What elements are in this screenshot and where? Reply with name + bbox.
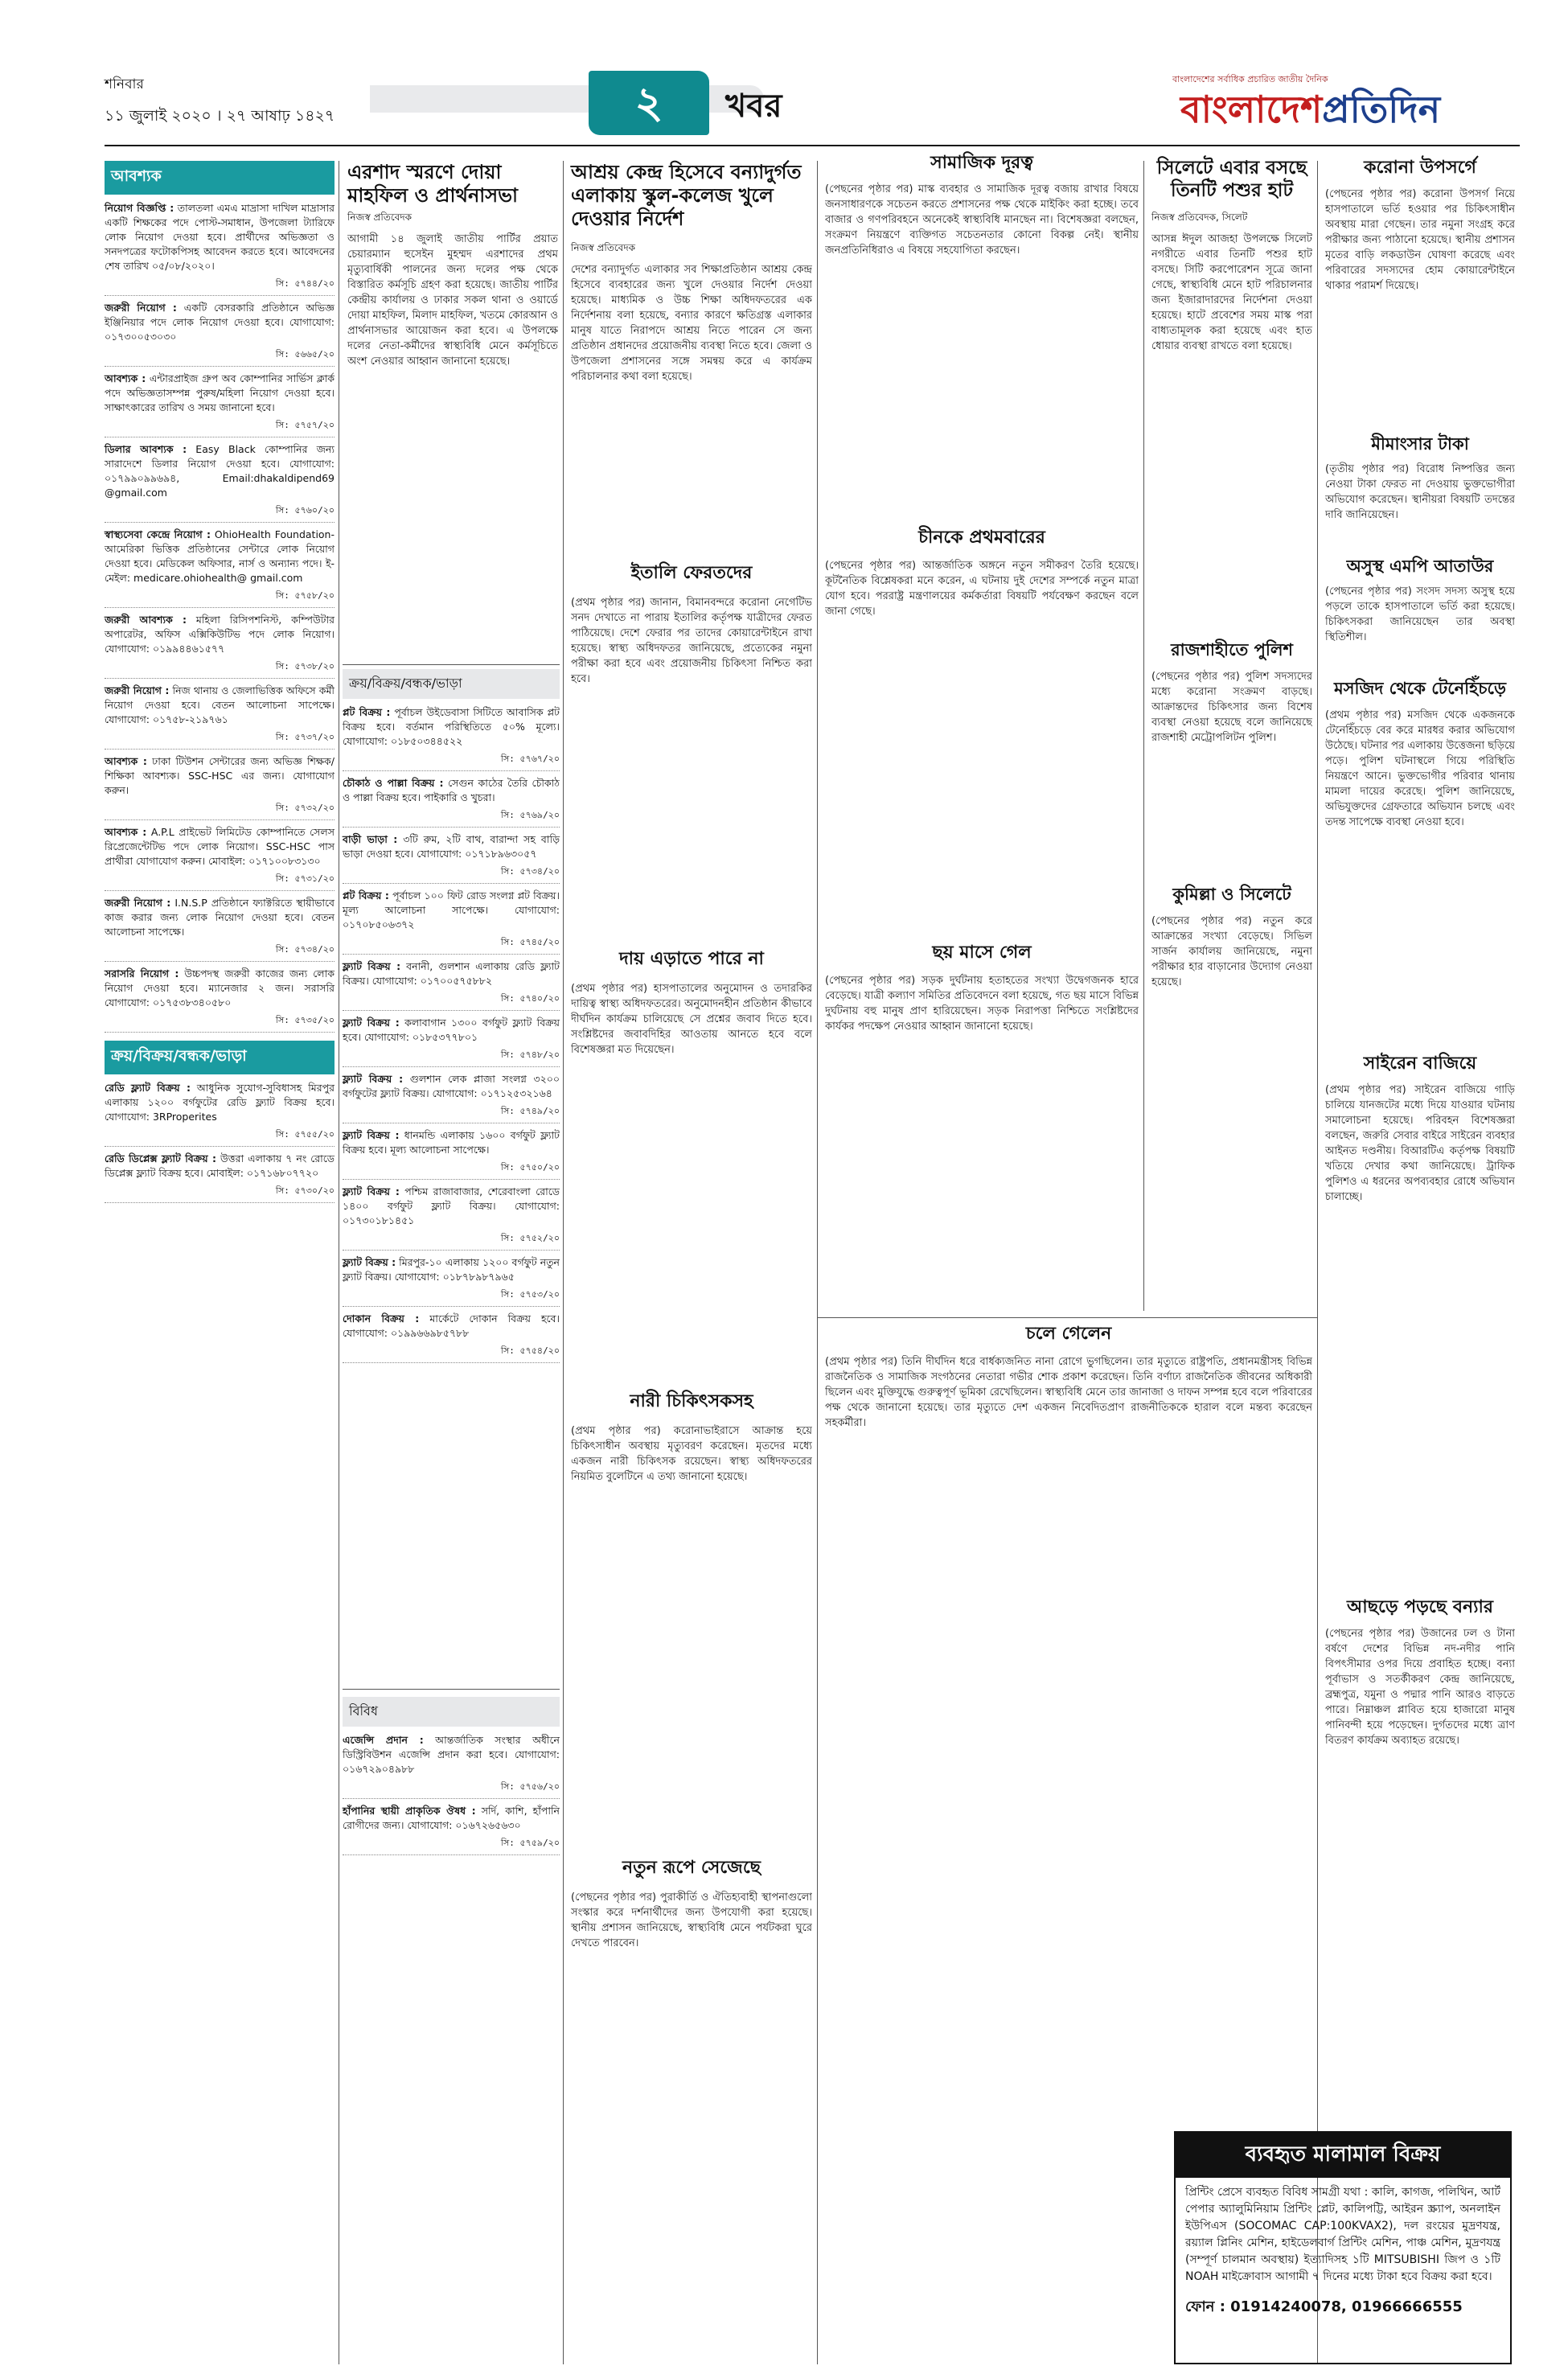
classified-ad bbox=[105, 613, 335, 656]
logo-part-1: বাংলাদেশ bbox=[1180, 88, 1323, 131]
story-doctor-body bbox=[571, 1423, 812, 1850]
classified-ad-title: ডিলার আবশ্যক : bbox=[105, 443, 187, 455]
classified-ad-title: দোকান বিক্রয় : bbox=[343, 1312, 420, 1325]
story-ershad-text: আগামী ১৪ জুলাই জাতীয় পার্টির প্রয়াত চেয়ারম্যান হুসেইন মুহম্মদ এরশাদের প্রথম মৃত্যুবার্ষিকী পালনের জন্য দলের পক্ষ থেকে বিস্তারিত কর্মসূচি গ্রহণ করা হয়েছে। জাতীয় পার্টির কেন্দ্রীয় কার্যালয় ও ঢাকার সকল থানা ও ওয়ার্ডে দোয়া মাহফিল, মিলাদ মাহফিল, খতমে কোরআন ও প্রার্থনাসভার আয়োজন করা হবে। এ উপলক্ষে দলের নেতা-কর্মীদের স্বাস্থ্যবিধি মেনে কর্মসূচিতে অংশ নেওয়ার আহ্বান জানানো হয়েছে। bbox=[347, 233, 558, 368]
classified-ad-title: ফ্ল্যাট বিক্রয় : bbox=[343, 1185, 400, 1197]
story-shelter-byline: নিজস্ব প্রতিবেদক bbox=[571, 242, 636, 253]
story-siren-body bbox=[1325, 1082, 1515, 1589]
classified-ad-code: সি: ৫৭৪৪/২০ bbox=[105, 277, 335, 296]
story-sixmonths-body bbox=[825, 973, 1139, 1311]
classified-ad-code: সি: ৫৭৪৯/২০ bbox=[343, 1104, 560, 1123]
story-shelter-text: দেশের বন্যাদুর্গত এলাকার সব শিক্ষাপ্রতিষ্ঠান আশ্রয় কেন্দ্র হিসেবে ব্যবহারের জন্য খুলে দেওয়ার নির্দেশ দেওয়া হয়েছে। মাধ্যমিক ও উচ্চ শিক্ষা অধিদফতরের এক নির্দেশনায় বলা হয়েছে, বন্যার কারণে ক্ষতিগ্রস্ত এলাকার মানুষ যাতে নিরাপদে আশ্রয় নিতে পারেন সে জন্য প্রতিষ্ঠান প্রধানদের প্রয়োজনীয় ব্যবস্থা নিতে হবে। জেলা ও উপজেলা প্রশাসনের সঙ্গে সমন্বয় করে এ কার্যক্রম পরিচালনার কথা বলা হয়েছে। bbox=[571, 264, 812, 383]
classified-ad-code: সি: ৫৭৫২/২০ bbox=[343, 1231, 560, 1251]
classified-ad-title: রেডি ফ্ল্যাট বিক্রয় : bbox=[105, 1082, 191, 1094]
classified-ad-code: সি: ৫৭৫৮/২০ bbox=[105, 589, 335, 608]
story-mosque-headline: মসজিদ থেকে টেনেহিঁচড়ে bbox=[1334, 679, 1506, 698]
issue-date: ১১ জুলাই ২০২০ । ২৭ আষাঢ় ১৪২৭ bbox=[105, 107, 335, 125]
story-italy-headline: ইতালি ফেরতদের bbox=[630, 563, 753, 583]
classified-ad bbox=[343, 1255, 560, 1284]
story-obituary-text: (প্রথম পৃষ্ঠার পর) তিনি দীর্ঘদিন ধরে বার্ধক্যজনিত নানা রোগে ভুগছিলেন। তার মৃত্যুতে রাষ্ট্রপতি, প্রধানমন্ত্রীসহ বিভিন্ন রাজনৈতিক ও সামাজিক সংগঠনের নেতারা গভীর শোক প্রকাশ করেছেন। তিনি বর্ণাঢ্য রাজনৈতিক জীবনের অধিকারী ছিলেন এবং মুক্তিযুদ্ধে গুরুত্বপূর্ণ ভূমিকা রেখেছিলেন। স্বাস্থ্যবিধি মেনে তার জানাজা ও দাফন সম্পন্ন হবে বলে পরিবারের পক্ষ থেকে জানানো হয়েছে। তার মৃত্যুতে দেশ একজন নিবেদিতপ্রাণ রাজনীতিককে হারাল বলে মন্তব্য করেছেন সহকর্মীরা। bbox=[825, 1356, 1312, 1429]
story-distance-body bbox=[825, 182, 1139, 520]
story-symptom-body bbox=[1325, 187, 1515, 428]
story-sylhet-body bbox=[1151, 232, 1312, 634]
classified-ad bbox=[343, 1312, 560, 1341]
classified-ad-code: সি: ৫৭৬৯/২০ bbox=[343, 808, 560, 828]
classified-ad-text: সর্দি, কাশি, হাঁপানি রোগীদের জন্য। যোগাযোগ: ০১৬৭২৬৫৬৩০ bbox=[343, 1805, 560, 1831]
story-sylhet-text: আসন্ন ঈদুল আজহা উপলক্ষে সিলেট নগরীতে এবার তিনটি পশুর হাট বসছে। সিটি করপোরেশন সূত্রে জানা গেছে, স্বাস্থ্যবিধি মেনে হাট পরিচালনার জন্য ইজারাদারদের নির্দেশনা দেওয়া হয়েছে। হাটে প্রবেশের সময় মাস্ক পরা বাধ্যতামূলক করা হয়েছে এবং হাত ধোয়ার ব্যবস্থা রাখতে বলা হয়েছে। bbox=[1151, 233, 1312, 352]
story-cumilla-body bbox=[1151, 914, 1312, 1311]
classified-ad-title: জরুরী নিয়োগ : bbox=[105, 684, 170, 696]
classified-ad-title: স্বাস্থ্যসেবা কেন্দ্রে নিয়োগ : bbox=[105, 528, 211, 540]
story-obituary-headline: চলে গেলেন bbox=[1025, 1324, 1112, 1344]
section-title: খবর bbox=[725, 88, 782, 125]
classified-ad-title: ফ্ল্যাট বিক্রয় : bbox=[343, 1073, 404, 1085]
story-shelter-headline: আশ্রয় কেন্দ্র হিসেবে বন্যাদুর্গত এলাকায় স্কুল-কলেজ খুলে দেওয়ার নির্দেশ bbox=[571, 161, 802, 230]
classified-ad bbox=[343, 705, 560, 749]
classified-ad bbox=[105, 967, 335, 1010]
classified-ad-text: তালতলা এমএ মাদ্রাসা দাখিল মাদ্রাসার একটি শিক্ষকের পদে পোস্ট-সমাধান, উপজেলা ট্যারিফে লোক নিয়োগ দেওয়া হবে। প্রার্থীদের অভিজ্ঞতা ও সনদপত্রের ফটোকপিসহ আবেদন করতে হবে। আবেদনের শেষ তারিখ ০৫/০৮/২০২০। bbox=[105, 202, 335, 272]
classified-ad-code: সি: ৫৭৬০/২০ bbox=[105, 503, 335, 523]
page-number-badge: ২ bbox=[589, 71, 709, 135]
classified-ad-title: আবশ্যক : bbox=[105, 372, 146, 384]
masthead bbox=[105, 71, 1520, 137]
story-liability-body bbox=[571, 981, 812, 1383]
classified-ad-text: এন্টারপ্রাইজ গ্রুপ অব কোম্পানির সার্ভিস ক্লার্ক পদে অভিজ্ঞতাসম্পন্ন পুরুষ/মহিলা নিয়োগ দেওয়া হবে। সাক্ষাৎকারের তারিখ ও সময় জানানো হবে। bbox=[105, 372, 335, 413]
story-mp-headline: অসুস্থ এমপি আতাউর bbox=[1346, 557, 1494, 576]
classified-ad-title: জরুরী নিয়োগ : bbox=[105, 302, 177, 314]
story-settlement-text: (তৃতীয় পৃষ্ঠার পর) বিরোধ নিষ্পত্তির জন্য নেওয়া টাকা ফেরত না দেওয়ায় ভুক্তভোগীরা অভিযোগ করেছেন। স্থানীয়রা বিষয়টি তদন্তের দাবি জানিয়েছেন। bbox=[1325, 463, 1515, 521]
classified-ad bbox=[343, 1185, 560, 1228]
column-divider bbox=[817, 161, 818, 2364]
story-flood-headline: আছড়ে পড়ছে বন্যার bbox=[1347, 1597, 1493, 1617]
story-rajshahi-headline: রাজশাহীতে পুলিশ bbox=[1171, 640, 1293, 659]
story-cumilla-text: (পেছনের পৃষ্ঠার পর) নতুন করে আক্রান্তের সংখ্যা বেড়েছে। সিভিল সার্জন কার্যালয় জানিয়েছে, নমুনা পরীক্ষার হার বাড়ানোর উদ্যোগ নেওয়া হয়েছে। bbox=[1151, 915, 1312, 988]
classified-ad-text: উচ্চপদস্থ জরুরী কাজের জন্য লোক নিয়োগ দেওয়া হবে। ম্যানেজার ২ জন। সরাসরি যোগাযোগ: ০১৭৫৩৮৩৪০৫৮০ bbox=[105, 967, 335, 1008]
classified-ad-text: একটি বেসরকারি প্রতিষ্ঠানে অভিজ্ঞ ইঞ্জিনিয়ার পদে লোক নিয়োগ দেওয়া হবে। যোগাযোগ: ০১৭৩০০৫৩০৩০ bbox=[105, 302, 335, 343]
classified-ad bbox=[343, 1072, 560, 1101]
classified-ad bbox=[105, 528, 335, 585]
classifieds-misc bbox=[343, 1697, 560, 2356]
story-renovated-text: (পেছনের পৃষ্ঠার পর) পুরাকীর্তি ও ঐতিহ্যবাহী স্থাপনাগুলো সংস্কার করে দর্শনার্থীদের জন্য উপযোগী করা হয়েছে। স্থানীয় প্রশাসন জানিয়েছে, স্বাস্থ্যবিধি মেনে পর্যটকরা ঘুরে দেখতে পারবেন। bbox=[571, 1891, 812, 1949]
classified-ad-text: A.P.L প্রাইভেট লিমিটেড কোম্পানিতে সেলস রিপ্রেজেন্টেটিভ পদে লোক নিয়োগ। SSC-HSC পাস প্রার্থীরা যোগাযোগ করুন। মোবাইল: ০১৭১০০৮৩১৩০ bbox=[105, 826, 335, 867]
classified-ad bbox=[105, 301, 335, 344]
story-doctor-text: (প্রথম পৃষ্ঠার পর) করোনাভাইরাসে আক্রান্ত হয়ে চিকিৎসাধীন অবস্থায় মৃত্যুবরণ করেছেন। মৃতদের মধ্যে একজন নারী চিকিৎসক রয়েছেন। স্বাস্থ্য অধিদফতরের নিয়মিত বুলেটিনে এ তথ্য জানানো হয়েছে। bbox=[571, 1425, 812, 1483]
classified-ad-code: সি: ৫৭৪৫/২০ bbox=[343, 935, 560, 955]
newspaper-logo bbox=[1180, 82, 1440, 143]
story-flood-text: (পেছনের পৃষ্ঠার পর) উজানের ঢল ও টানা বর্ষণে দেশের বিভিন্ন নদ-নদীর পানি বিপৎসীমার ওপর দিয়ে প্রবাহিত হচ্ছে। বন্যা পূর্বাভাস ও সতর্কীকরণ কেন্দ্র জানিয়েছে, ব্রহ্মপুত্র, যমুনা ও পদ্মার পানি আরও বাড়তে পারে। নিম্নাঞ্চল প্লাবিত হয়ে হাজারো মানুষ পানিবন্দী হয়ে পড়েছেন। দুর্গতদের মধ্যে ত্রাণ বিতরণ কার্যক্রম অব্যাহত রয়েছে। bbox=[1325, 1628, 1515, 1747]
classified-ad-code: সি: ৫৭৫৩/২০ bbox=[343, 1288, 560, 1307]
classified-ad-code: সি: ৫৭৫০/২০ bbox=[343, 1160, 560, 1180]
column-divider bbox=[563, 161, 564, 2364]
classified-ad bbox=[105, 1152, 335, 1181]
classified-ad bbox=[343, 776, 560, 805]
classified-ad bbox=[343, 1733, 560, 1776]
classified-ad-title: নিয়োগ বিজ্ঞপ্তি : bbox=[105, 202, 174, 214]
classifieds-heading-wanted: আবশ্যক bbox=[105, 161, 335, 195]
classified-ad-title: জরুরী আবশ্যক : bbox=[105, 614, 187, 626]
story-mp-body bbox=[1325, 584, 1515, 672]
classified-ad-code: সি: ৫৭৬৭/২০ bbox=[343, 752, 560, 771]
classified-ad-code: সি: ৫৭৫৬/২০ bbox=[343, 1780, 560, 1799]
classified-ad-title: এজেন্সি প্রদান : bbox=[343, 1734, 424, 1746]
classified-ad-text: মহিলা রিসিপশনিস্ট, কম্পিউটার অপারেটর, অফিস এক্সিকিউটিভ পদে লোক নিয়োগ। যোগাযোগ: ০১৯৯৪৪৬১৫৭৭ bbox=[105, 614, 335, 655]
classified-ad-title: রেডি ডিপ্লেক্স ফ্ল্যাট বিক্রয় : bbox=[105, 1152, 216, 1164]
story-ershad-byline: নিজস্ব প্রতিবেদক bbox=[347, 212, 413, 223]
classified-ad-text: সেগুন কাঠের তৈরি চৌকাঠ ও পাল্লা বিক্রয় হবে। পাইকারি ও খুচরা। bbox=[343, 777, 560, 803]
classified-ad-text: পূর্বাচল ১০০ ফিট রোড সংলগ্ন প্লট বিক্রয়। মূল্য আলোচনা সাপেক্ষে। যোগাযোগ: ০১৭০৮৫০৬৩৭২ bbox=[343, 889, 560, 930]
classified-ad bbox=[343, 1016, 560, 1045]
story-siren-text: (প্রথম পৃষ্ঠার পর) সাইরেন বাজিয়ে গাড়ি চালিয়ে যানজটের মধ্যে দিয়ে যাওয়ার ঘটনায় সমালোচনা হয়েছে। পরিবহন বিশেষজ্ঞরা বলছেন, জরুরি সেবার বাইরে সাইরেন ব্যবহার আইনত দণ্ডনীয়। বিআরটিএ কর্তৃপক্ষ বিষয়টি খতিয়ে দেখার কথা জানিয়েছে। ট্রাফিক পুলিশও এ ধরনের অপব্যবহার রোধে অভিযান চালাচ্ছে। bbox=[1325, 1084, 1515, 1203]
used-goods-sale-ad bbox=[1174, 2131, 1512, 2364]
classified-ad-text: আধুনিক সুযোগ-সুবিধাসহ মিরপুর এলাকায় ১২০০ বর্গফুটের রেডি ফ্ল্যাট বিক্রয় হবে। যোগাযোগ: 3RProperites bbox=[105, 1082, 335, 1123]
classified-ad-text: Easy Black কোম্পানির জন্য সারাদেশে ডিলার নিয়োগ দেওয়া হবে। যোগাযোগ: ০১৭৯৯০৯৯৬৯৪, Email:dhakaldipend69 @gmail.com bbox=[105, 443, 335, 499]
story-rajshahi-text: (পেছনের পৃষ্ঠার পর) পুলিশ সদস্যদের মধ্যে করোনা সংক্রমণ বাড়ছে। আক্রান্তদের চিকিৎসার জন্য বিশেষ ব্যবস্থা নেওয়া হয়েছে বলে জানিয়েছে রাজশাহী মেট্রোপলিটন পুলিশ। bbox=[1151, 671, 1312, 744]
classified-ad-title: ফ্ল্যাট বিক্রয় : bbox=[343, 1017, 400, 1029]
story-mp-text: (পেছনের পৃষ্ঠার পর) সংসদ সদস্য অসুস্থ হয়ে পড়লে তাকে হাসপাতালে ভর্তি করা হয়েছে। চিকিৎসকরা জানিয়েছেন তার অবস্থা স্থিতিশীল। bbox=[1325, 585, 1515, 643]
classified-ad-code: সি: ৫৬৬৫/২০ bbox=[105, 347, 335, 367]
classified-ads-property bbox=[105, 1081, 335, 1203]
classified-ad bbox=[105, 754, 335, 798]
classified-ads-wanted bbox=[105, 201, 335, 1033]
classified-ad-text: কলাবাগান ১৩০০ বর্গফুট ফ্ল্যাট বিক্রয় হবে। যোগাযোগ: ০১৮৫৩৭৭৮০১ bbox=[343, 1017, 560, 1043]
classified-ad-title: জরুরী নিয়োগ : bbox=[105, 897, 171, 909]
story-ershad-headline: এরশাদ স্মরণে দোয়া মাহফিল ও প্রার্থনাসভা bbox=[347, 161, 518, 207]
classified-ad bbox=[343, 889, 560, 932]
classified-ad bbox=[105, 372, 335, 415]
story-ershad-body bbox=[347, 232, 558, 658]
story-china-body bbox=[825, 558, 1139, 936]
story-italy-body bbox=[571, 595, 812, 941]
story-sylhet-byline: নিজস্ব প্রতিবেদক, সিলেট bbox=[1151, 212, 1248, 223]
classified-ad bbox=[343, 959, 560, 988]
masthead-tagline: বাংলাদেশের সর্বাধিক প্রচারিত জাতীয় দৈনিক bbox=[1172, 74, 1328, 84]
classified-ad-title: চৌকাঠ ও পাল্লা বিক্রয় : bbox=[343, 777, 444, 789]
story-symptom-text: (পেছনের পৃষ্ঠার পর) করোনা উপসর্গ নিয়ে হাসপাতালে ভর্তি হওয়ার পর চিকিৎসাধীন অবস্থায় মারা গেছেন। তার নমুনা সংগ্রহ করে পরীক্ষার জন্য পাঠানো হয়েছে। স্থানীয় প্রশাসন মৃতের বাড়ি লকডাউন ঘোষণা করেছে এবং পরিবারের সদস্যদের হোম কোয়ারেন্টাইনে থাকার পরামর্শ দিয়েছে। bbox=[1325, 188, 1515, 292]
classified-ad-text: ধানমন্ডি এলাকায় ১৬০০ বর্গফুট ফ্ল্যাট বিক্রয় হবে। মূল্য আলোচনা সাপেক্ষে। bbox=[343, 1129, 560, 1156]
classified-ad-code: সি: ৫৭৩৪/২০ bbox=[343, 865, 560, 884]
classified-ad-title: হাঁপানির স্থায়ী প্রাকৃতিক ঔষধ : bbox=[343, 1805, 476, 1817]
ad-phone: ফোন : 01914240078, 01966666555 bbox=[1185, 2298, 1463, 2315]
classified-ad-code: সি: ৫৭৫৯/২০ bbox=[343, 1836, 560, 1855]
story-sixmonths-text: (পেছনের পৃষ্ঠার পর) সড়ক দুর্ঘটনায় হতাহতের সংখ্যা উদ্বেগজনক হারে বেড়েছে। যাত্রী কল্যাণ সমিতির প্রতিবেদনে বলা হয়েছে, গত ছয় মাসে বিভিন্ন দুর্ঘটনায় বহু মানুষ প্রাণ হারিয়েছেন। সড়ক নিরাপত্তা নিশ্চিতে সংশ্লিষ্টদের কার্যকর পদক্ষেপ নেওয়ার আহ্বান জানানো হয়েছে। bbox=[825, 975, 1139, 1033]
story-italy-text: (প্রথম পৃষ্ঠার পর) জানান, বিমানবন্দরে করোনা নেগেটিভ সনদ দেখাতে না পারায় ইতালির কর্তৃপক্ষ যাত্রীদের ফেরত পাঠিয়েছে। দেশে ফেরার পর তাদের কোয়ারেন্টাইনে রাখা হয়েছে। স্বাস্থ্য অধিদফতর জানিয়েছে, প্রত্যেকের নমুনা পরীক্ষা করা হবে এবং প্রয়োজনীয় চিকিৎসা নিশ্চিত করা হবে। bbox=[571, 597, 812, 685]
classified-ad-title: আবশ্যক : bbox=[105, 755, 147, 767]
ad-body: প্রিন্টিং প্রেসে ব্যবহৃত বিবিধ সামগ্রী যথা : কালি, কাগজ, পলিথিন, আর্ট পেপার অ্যালুমিনিয়াম প্রিন্টিং প্লেট, কালিপট্টি, আইরন স্ক্র্যাপ, অনলাইন ইউপিএস (SOCOMAC CAP:100KVAX2), দল রংয়ের মুদ্রণযন্ত্র, রয়্যাল প্লিনিং মেশিন, হাইডেলবার্গ প্রিন্টিং মেশিন, পাঞ্চ মেশিন, মুদ্রণযন্ত্র (সম্পূর্ণ চালমান অবস্থায়) ইত্যাদিসহ ১টি MITSUBISHI জিপ ও ১টি NOAH মাইক্রোবাস আগামী ৭ দিনের মধ্যে টাকা হবে বিক্রয় করা হবে। bbox=[1185, 2186, 1500, 2283]
classified-ad-code: সি: ৫৭৩০/২০ bbox=[105, 1184, 335, 1203]
masthead-rule bbox=[105, 145, 1520, 146]
story-china-text: (পেছনের পৃষ্ঠার পর) আন্তর্জাতিক অঙ্গনে নতুন সমীকরণ তৈরি হয়েছে। কূটনৈতিক বিশ্লেষকরা মনে করেন, এ ঘটনায় দুই দেশের সম্পর্কে নতুন মাত্রা যোগ হবে। পররাষ্ট্র মন্ত্রণালয়ের কর্মকর্তারা বিষয়টি পর্যবেক্ষণ করছেন বলে জানা গেছে। bbox=[825, 560, 1139, 618]
classified-ad-code: সি: ৫৭৪৮/২০ bbox=[343, 1048, 560, 1067]
classified-ad-code: সি: ৫৭৩৮/২০ bbox=[105, 659, 335, 679]
classified-ad-title: প্লট বিক্রয় : bbox=[343, 889, 389, 902]
classified-ad-text: ৩টি রুম, ২টি বাথ, বারান্দা সহ বাড়ি ভাড়া দেওয়া হবে। যোগাযোগ: ০১৭১৮৯৬৩০৫৭ bbox=[343, 833, 560, 860]
classified-ad-title: আবশ্যক : bbox=[105, 826, 147, 838]
story-divider bbox=[343, 664, 560, 665]
classified-ad-code: সি: ৫৭৫৭/২০ bbox=[105, 418, 335, 437]
classified-ad-title: সরাসরি নিয়োগ : bbox=[105, 967, 179, 980]
classified-ad-title: ফ্ল্যাট বিক্রয় : bbox=[343, 960, 401, 972]
classified-ads-misc bbox=[343, 1733, 560, 1855]
classified-ad bbox=[105, 1081, 335, 1124]
classified-ad-text: পশ্চিম রাজাবাজার, শেরেবাংলা রোডে ১৪০০ বর্গফুট ফ্ল্যাট বিক্রয়। যোগাযোগ: ০১৭৩০১৮১৪৫১ bbox=[343, 1185, 560, 1226]
story-settlement-body bbox=[1325, 462, 1515, 550]
story-distance-text: (পেছনের পৃষ্ঠার পর) মাস্ক ব্যবহার ও সামাজিক দূরত্ব বজায় রাখার বিষয়ে জনসাধারণকে সচেতন করতে প্রশাসনের পক্ষ থেকে মাইকিং করা হচ্ছে। তবে বাজার ও গণপরিবহনে অনেকেই স্বাস্থ্যবিধি মানছেন না। বিশেষজ্ঞরা বলছেন, সংক্রমণ নিয়ন্ত্রণে ব্যক্তিগত সচেতনতার কোনো বিকল্প নেই। স্থানীয় জনপ্রতিনিধিরাও এ বিষয়ে সহযোগিতা করছেন। bbox=[825, 183, 1139, 257]
classifieds-column bbox=[105, 161, 335, 2364]
classifieds-heading-property: ক্রয়/বিক্রয়/বন্ধক/ভাড়া bbox=[105, 1041, 335, 1074]
story-renovated-headline: নতুন রূপে সেজেছে bbox=[622, 1858, 761, 1878]
classified-ad-title: ফ্ল্যাট বিক্রয় : bbox=[343, 1256, 396, 1268]
story-liability-headline: দায় এড়াতে পারে না bbox=[619, 949, 764, 969]
story-symptom-headline: করোনা উপসর্গে bbox=[1364, 158, 1476, 178]
story-flood-body bbox=[1325, 1626, 1515, 2109]
classified-ad bbox=[105, 201, 335, 273]
story-sylhet-headline: সিলেটে এবার বসছে তিনটি পশুর হাট bbox=[1156, 158, 1307, 201]
logo-part-2: প্রতিদিন bbox=[1322, 88, 1441, 131]
classified-ad bbox=[343, 832, 560, 861]
story-shelter-body bbox=[571, 262, 812, 552]
classified-ad-code: সি: ৫৭৫৪/২০ bbox=[343, 1344, 560, 1363]
column-divider bbox=[1317, 161, 1318, 2364]
classified-ad-code: সি: ৫৭৫৫/২০ bbox=[105, 1127, 335, 1147]
story-china-headline: চীনকে প্রথমবারের bbox=[918, 528, 1045, 548]
classified-ad-text: OhioHealth Foundation- আমেরিকা ভিত্তিক প্রতিষ্ঠানের সেন্টারে লোক নিয়োগ দেওয়া হবে। মেডিকেল অফিসার, নার্স ও অন্যান্য পদে। ই-মেইল: medicare.ohiohealth@ gmail.com bbox=[105, 528, 335, 584]
story-siren-headline: সাইরেন বাজিয়ে bbox=[1363, 1054, 1477, 1074]
classified-ad bbox=[105, 825, 335, 869]
classified-ad-code: সি: ৫৭৩১/২০ bbox=[105, 872, 335, 891]
classified-ad-text: I.N.S.P প্রতিষ্ঠানে ফ্যাক্টরিতে স্থায়ীভাবে কাজ করার জন্য লোক নিয়োগ দেওয়া হবে। বেতন আলোচনা সাপেক্ষে। bbox=[105, 897, 335, 938]
classified-ad bbox=[343, 1128, 560, 1157]
classified-ad bbox=[343, 1804, 560, 1833]
story-divider bbox=[343, 1689, 560, 1690]
classified-ad-code: সি: ৫৭৩৪/২০ bbox=[105, 943, 335, 962]
story-renovated-body bbox=[571, 1890, 812, 2356]
classified-ad-text: মিরপুর-১০ এলাকায় ১২০০ বর্গফুট নতুন ফ্ল্যাট বিক্রয়। যোগাযোগ: ০১৮৭৮৯৮৭৯৬৫ bbox=[343, 1256, 560, 1283]
story-mosque-text: (প্রথম পৃষ্ঠার পর) মসজিদ থেকে একজনকে টেনেহিঁচড়ে বের করে মারধর করার অভিযোগ উঠেছে। ঘটনার পর এলাকায় উত্তেজনা ছড়িয়ে পড়ে। পুলিশ ঘটনাস্থলে গিয়ে পরিস্থিতি নিয়ন্ত্রণে আনে। ভুক্তভোগীর পরিবার থানায় মামলা দায়ের করেছে। পুলিশ জানিয়েছে, অভিযুক্তদের গ্রেফতারে অভিযান চলছে এবং তদন্ত সাপেক্ষে ব্যবস্থা নেওয়া হবে। bbox=[1325, 709, 1515, 828]
classified-ad-text: বনানী, গুলশান এলাকায় রেডি ফ্ল্যাট বিক্রয়। যোগাযোগ: ০১৭০০৫৭৫৮৮২ bbox=[343, 960, 560, 987]
classifieds-heading-misc: বিবিধ bbox=[343, 1697, 560, 1727]
story-settlement-headline: মীমাংসার টাকা bbox=[1371, 434, 1469, 454]
classified-ad bbox=[105, 442, 335, 500]
classified-ads-mid bbox=[343, 705, 560, 1363]
classified-ad-title: বাড়ী ভাড়া : bbox=[343, 833, 398, 845]
classified-ad-text: গুলশান লেক প্লাজা সংলগ্ন ৩২০০ বর্গফুটের ফ্ল্যাট বিক্রয়। যোগাযোগ: ০১৭১২৫৩২১৬৪ bbox=[343, 1073, 560, 1099]
story-divider bbox=[817, 1317, 1317, 1318]
story-distance-headline: সামাজিক দূরত্ব bbox=[930, 153, 1033, 173]
story-cumilla-headline: কুমিল্লা ও সিলেটে bbox=[1172, 885, 1291, 904]
classified-ad-text: উত্তরা এলাকায় ৭ নং রোডে ডিপ্লেক্স ফ্ল্যাট বিক্রয় হবে। মোবাইল: ০১৭১৬৮০৭৭২০ bbox=[105, 1152, 335, 1179]
story-doctor-headline: নারী চিকিৎসকসহ bbox=[630, 1391, 753, 1411]
classified-ad bbox=[105, 684, 335, 727]
classified-ad-code: সি: ৫৭৪০/২০ bbox=[343, 992, 560, 1011]
classified-ad-title: প্লট বিক্রয় : bbox=[343, 706, 391, 718]
story-mosque-body bbox=[1325, 708, 1515, 1045]
story-rajshahi-body bbox=[1151, 669, 1312, 878]
story-liability-text: (প্রথম পৃষ্ঠার পর) হাসপাতালের অনুমোদন ও তদারকির দায়িত্ব স্বাস্থ্য অধিদফতরের। অনুমোদনহীন প্রতিষ্ঠান কীভাবে দীর্ঘদিন কার্যক্রম চালিয়েছে সে প্রশ্নের জবাব দিতে হবে। সংশ্লিষ্টদের জবাবদিহির আওতায় আনতে হবে বলে বিশেষজ্ঞরা মত দিয়েছেন। bbox=[571, 983, 812, 1056]
classified-ad-code: সি: ৫৭৩৫/২০ bbox=[105, 1013, 335, 1033]
column-divider bbox=[1143, 161, 1144, 1311]
issue-day: শনিবার bbox=[105, 76, 144, 92]
classified-ad-code: সি: ৫৭৩৭/২০ bbox=[105, 730, 335, 750]
classified-ad-text: মার্কেটে দোকান বিক্রয় হবে। যোগাযোগ: ০১৯৯৬৬৯৮৫৭৮৮ bbox=[343, 1312, 560, 1339]
classified-ad-title: ফ্ল্যাট বিক্রয় : bbox=[343, 1129, 400, 1141]
classified-ad bbox=[105, 896, 335, 939]
story-sixmonths-headline: ছয় মাসে গেল bbox=[932, 943, 1032, 963]
classified-ad-text: নিজ থানায় ও জেলাভিত্তিক অফিসে কর্মী নিয়োগ দেওয়া হবে। বেতন আলোচনা সাপেক্ষে। যোগাযোগ: ০১৭৫৮-২১৯৭৬১ bbox=[105, 684, 335, 725]
classified-ad-code: সি: ৫৭৩২/২০ bbox=[105, 801, 335, 820]
ad-title: ব্যবহৃত মালামাল বিক্রয় bbox=[1176, 2133, 1510, 2178]
classified-ad-text: আন্তর্জাতিক সংস্থার অধীনে ডিস্ট্রিবিউশন এজেন্সি প্রদান করা হবে। যোগাযোগ: ০১৬৭২৯০৪৯৮৮ bbox=[343, 1734, 560, 1775]
classified-ad-text: পূর্বাচল উইডেবাসা সিটিতে আবাসিক প্লট বিক্রয় হবে। বর্তমান পরিস্থিতিতে ৫০% মূল্যে। যোগাযোগ: ০১৮৫০৩৪৪৫২২ bbox=[343, 706, 560, 747]
classified-ad-text: ঢাকা টিউশন সেন্টারের জন্য অভিজ্ঞ শিক্ষক/শিক্ষিকা আবশ্যক। SSC-HSC এর জন্য। যোগাযোগ করুন। bbox=[105, 755, 335, 796]
classifieds-heading-mid: ক্রয়/বিক্রয়/বন্ধক/ভাড়া bbox=[343, 669, 560, 699]
classifieds-column-mid bbox=[343, 669, 560, 1682]
